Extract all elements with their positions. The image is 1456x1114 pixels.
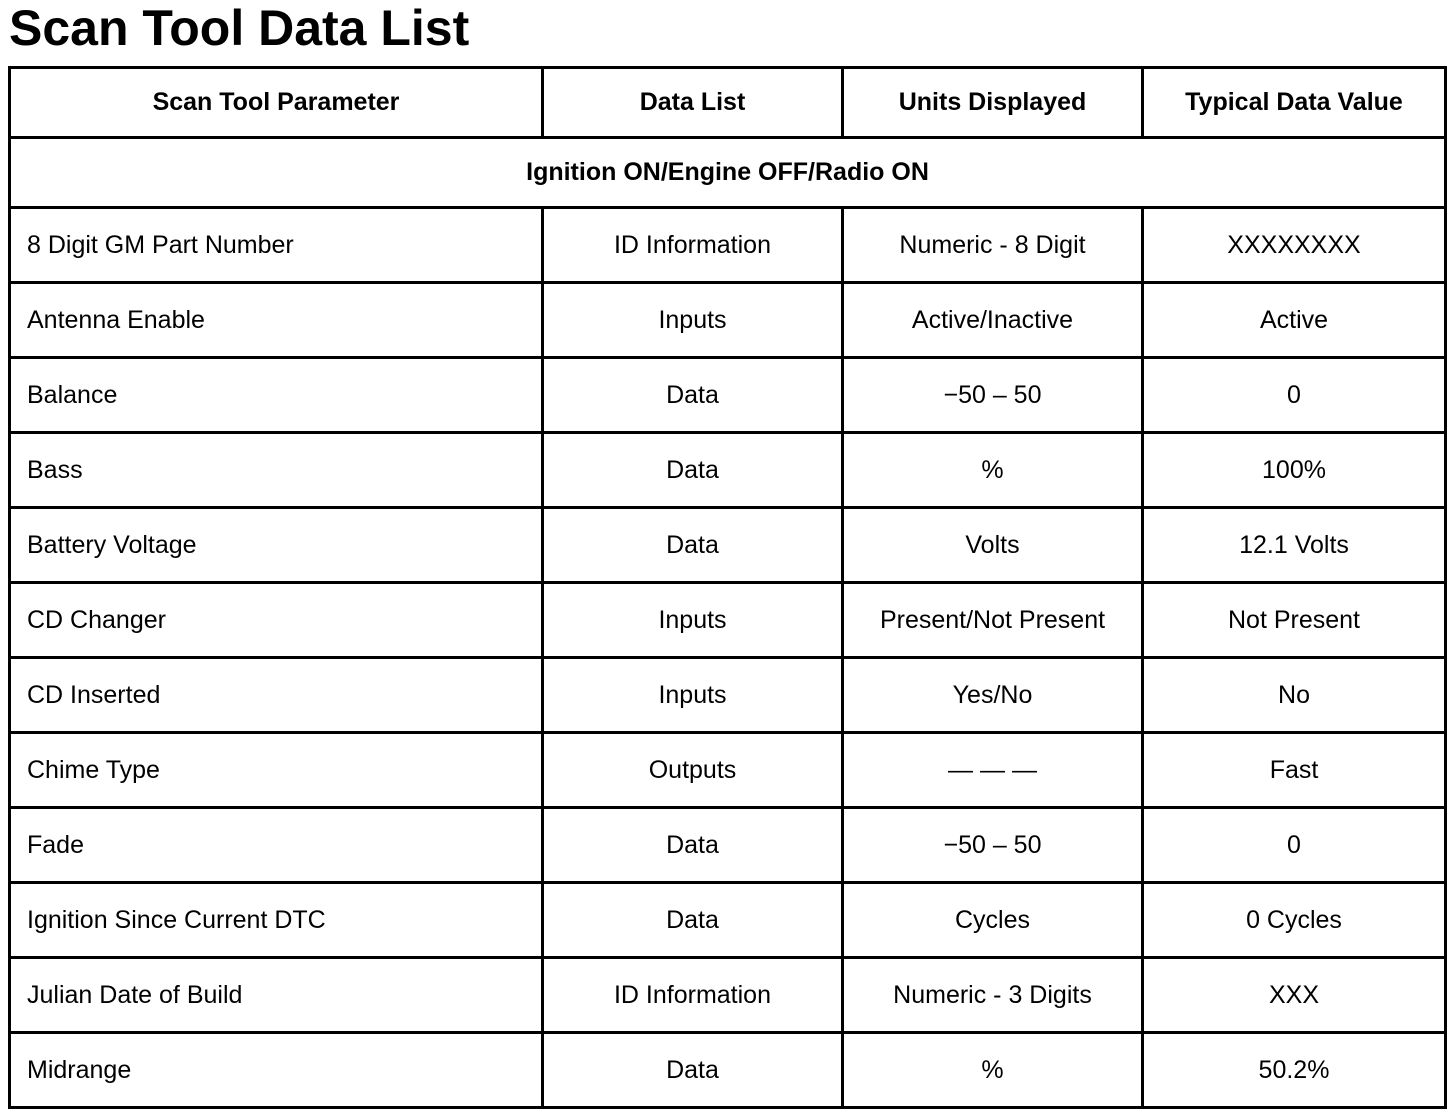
table-row bbox=[10, 958, 1446, 1033]
cell-typical-value: 50.2% bbox=[1143, 1033, 1446, 1108]
cell-data-list: Data bbox=[543, 508, 843, 583]
cell-data-list: ID Information bbox=[543, 208, 843, 283]
table-row bbox=[10, 283, 1446, 358]
header-units-displayed: Units Displayed bbox=[843, 68, 1143, 138]
cell-units: — — — bbox=[843, 733, 1143, 808]
table-row bbox=[10, 508, 1446, 583]
header-row bbox=[10, 68, 1446, 138]
cell-typical-value: Fast bbox=[1143, 733, 1446, 808]
scan-tool-data-table bbox=[8, 66, 1447, 1109]
cell-parameter: CD Changer bbox=[10, 583, 543, 658]
cell-units: Active/Inactive bbox=[843, 283, 1143, 358]
cell-typical-value: No bbox=[1143, 658, 1446, 733]
cell-parameter: Fade bbox=[10, 808, 543, 883]
table-row bbox=[10, 883, 1446, 958]
cell-parameter: Balance bbox=[10, 358, 543, 433]
header-data-list: Data List bbox=[543, 68, 843, 138]
cell-units: Yes/No bbox=[843, 658, 1143, 733]
cell-data-list: Inputs bbox=[543, 583, 843, 658]
cell-data-list: Data bbox=[543, 808, 843, 883]
cell-data-list: Data bbox=[543, 358, 843, 433]
cell-data-list: Data bbox=[543, 883, 843, 958]
cell-parameter: Bass bbox=[10, 433, 543, 508]
cell-typical-value: 0 Cycles bbox=[1143, 883, 1446, 958]
cell-data-list: Outputs bbox=[543, 733, 843, 808]
table-row bbox=[10, 808, 1446, 883]
cell-parameter: Julian Date of Build bbox=[10, 958, 543, 1033]
cell-typical-value: 12.1 Volts bbox=[1143, 508, 1446, 583]
table-row bbox=[10, 433, 1446, 508]
cell-data-list: Inputs bbox=[543, 658, 843, 733]
cell-units: Present/Not Present bbox=[843, 583, 1143, 658]
cell-typical-value: Not Present bbox=[1143, 583, 1446, 658]
cell-typical-value: Active bbox=[1143, 283, 1446, 358]
table-row bbox=[10, 358, 1446, 433]
cell-data-list: ID Information bbox=[543, 958, 843, 1033]
cell-typical-value: 0 bbox=[1143, 358, 1446, 433]
cell-parameter: 8 Digit GM Part Number bbox=[10, 208, 543, 283]
cell-parameter: Ignition Since Current DTC bbox=[10, 883, 543, 958]
table-row bbox=[10, 583, 1446, 658]
cell-typical-value: XXXXXXXX bbox=[1143, 208, 1446, 283]
cell-parameter: CD Inserted bbox=[10, 658, 543, 733]
section-row bbox=[10, 138, 1446, 208]
cell-units: −50 – 50 bbox=[843, 358, 1143, 433]
cell-parameter: Chime Type bbox=[10, 733, 543, 808]
cell-units: Numeric - 8 Digit bbox=[843, 208, 1143, 283]
cell-units: % bbox=[843, 1033, 1143, 1108]
header-scan-tool-parameter: Scan Tool Parameter bbox=[10, 68, 543, 138]
table-row bbox=[10, 733, 1446, 808]
table-row bbox=[10, 208, 1446, 283]
cell-data-list: Data bbox=[543, 433, 843, 508]
cell-units: Volts bbox=[843, 508, 1143, 583]
header-typical-data-value: Typical Data Value bbox=[1143, 68, 1446, 138]
cell-typical-value: 100% bbox=[1143, 433, 1446, 508]
cell-typical-value: XXX bbox=[1143, 958, 1446, 1033]
table-row bbox=[10, 1033, 1446, 1108]
cell-units: −50 – 50 bbox=[843, 808, 1143, 883]
cell-data-list: Inputs bbox=[543, 283, 843, 358]
cell-parameter: Midrange bbox=[10, 1033, 543, 1108]
cell-parameter: Antenna Enable bbox=[10, 283, 543, 358]
cell-data-list: Data bbox=[543, 1033, 843, 1108]
cell-units: % bbox=[843, 433, 1143, 508]
cell-units: Cycles bbox=[843, 883, 1143, 958]
page-title: Scan Tool Data List bbox=[9, 0, 470, 56]
cell-parameter: Battery Voltage bbox=[10, 508, 543, 583]
table-row bbox=[10, 658, 1446, 733]
cell-typical-value: 0 bbox=[1143, 808, 1446, 883]
cell-units: Numeric - 3 Digits bbox=[843, 958, 1143, 1033]
section-title: Ignition ON/Engine OFF/Radio ON bbox=[10, 138, 1446, 208]
